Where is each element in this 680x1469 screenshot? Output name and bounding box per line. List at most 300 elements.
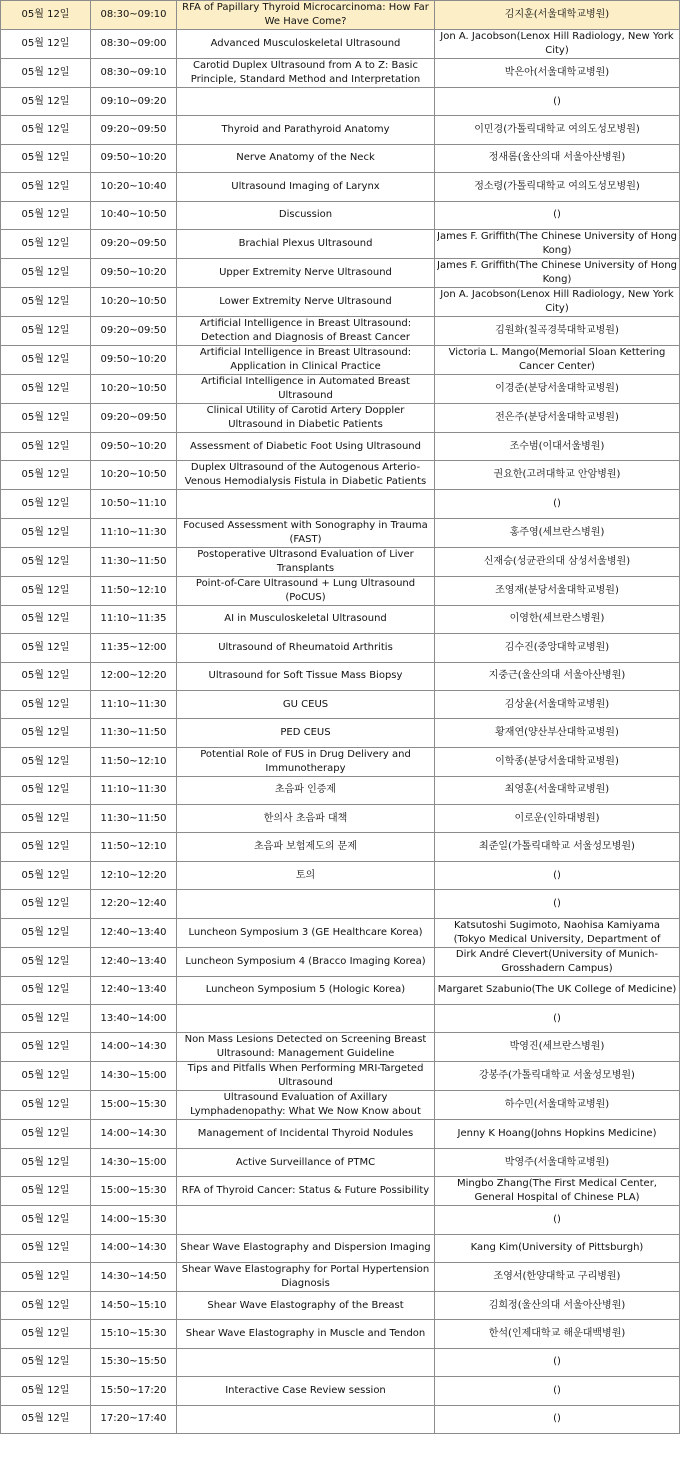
- session-speaker: 홍주영(세브란스병원): [509, 526, 605, 538]
- session-title: Management of Incidental Thyroid Nodules: [197, 1128, 414, 1140]
- session-time-cell: [91, 1062, 177, 1091]
- session-title-cell: [177, 490, 435, 518]
- session-date-cell: [1, 1206, 91, 1234]
- session-date: 05월 12일: [21, 1270, 70, 1282]
- session-time-cell: [91, 890, 177, 918]
- session-date-cell: [1, 805, 91, 833]
- session-title: Shear Wave Elastography for Portal Hypertension Diagnosis: [181, 1263, 430, 1289]
- session-title: Discussion: [278, 209, 333, 221]
- session-time: 08:30~09:10: [100, 9, 167, 20]
- session-title-cell: [177, 1291, 435, 1319]
- session-date-cell: [1, 1120, 91, 1148]
- session-title-cell: [177, 201, 435, 229]
- session-time-cell: [91, 1262, 177, 1291]
- table-row: [1, 490, 680, 518]
- session-time: 12:40~13:40: [100, 926, 167, 938]
- table-row: [1, 173, 680, 201]
- session-title: Upper Extremity Nerve Ultrasound: [219, 266, 392, 278]
- session-speaker-cell: [435, 1377, 680, 1405]
- session-title-cell: [177, 1148, 435, 1176]
- table-row: [1, 747, 680, 776]
- session-speaker: 신재승(성균관의대 삼성서울병원): [483, 555, 631, 567]
- session-title-cell: [177, 1033, 435, 1062]
- session-date: 05월 12일: [21, 1213, 70, 1225]
- session-title: Artificial Intelligence in Breast Ultrasound: Application in Clinical Practice: [199, 346, 412, 372]
- session-speaker: 정새롬(울산의대 서울아산병원): [488, 152, 626, 164]
- session-speaker-cell: [435, 1091, 680, 1120]
- session-date-cell: [1, 747, 91, 776]
- session-speaker-cell: [435, 144, 680, 172]
- session-title: Shear Wave Elastography and Dispersion Imaging: [180, 1242, 431, 1254]
- session-speaker-cell: [435, 947, 680, 976]
- session-date-cell: [1, 833, 91, 861]
- session-date: 05월 12일: [21, 984, 70, 996]
- session-date: 05월 12일: [21, 1299, 70, 1311]
- session-time-cell: [91, 1206, 177, 1234]
- session-title: Non Mass Lesions Detected on Screening Breast Ultrasound: Management Guideline: [184, 1034, 427, 1060]
- table-row: [1, 1291, 680, 1319]
- session-speaker-cell: [435, 518, 680, 547]
- table-row: [1, 776, 680, 804]
- session-speaker: (): [553, 1213, 561, 1225]
- session-time-cell: [91, 1377, 177, 1405]
- session-date-cell: [1, 776, 91, 804]
- session-date-cell: [1, 1262, 91, 1291]
- session-speaker: 박은아(서울대학교병원): [504, 67, 610, 78]
- session-speaker-cell: [435, 605, 680, 633]
- session-date-cell: [1, 547, 91, 576]
- session-speaker-cell: [435, 634, 680, 662]
- session-title-cell: [177, 605, 435, 633]
- session-date: 05월 12일: [21, 1328, 70, 1340]
- session-time-cell: [91, 518, 177, 547]
- session-date: 05월 12일: [21, 38, 70, 49]
- table-row: [1, 1148, 680, 1176]
- session-date: 05월 12일: [21, 955, 70, 967]
- session-title-cell: [177, 173, 435, 201]
- session-date-cell: [1, 201, 91, 229]
- session-time: 12:40~13:40: [100, 955, 167, 967]
- session-title: 초음파 인증제: [274, 784, 337, 796]
- session-date-cell: [1, 1062, 91, 1091]
- session-time-cell: [91, 833, 177, 861]
- table-row: [1, 1405, 680, 1433]
- session-date-cell: [1, 1405, 91, 1433]
- session-time: 09:20~09:50: [100, 324, 167, 336]
- table-row: [1, 890, 680, 918]
- table-row: [1, 833, 680, 861]
- session-speaker-cell: [435, 719, 680, 747]
- session-title: Interactive Case Review session: [225, 1384, 386, 1396]
- session-time-cell: [91, 719, 177, 747]
- session-time-cell: [91, 1091, 177, 1120]
- session-time-cell: [91, 1, 177, 30]
- session-speaker: 조영재(분당서울대학교병원): [495, 584, 619, 596]
- session-time-cell: [91, 173, 177, 201]
- session-time: 14:30~14:50: [100, 1270, 167, 1282]
- session-time: 11:35~12:00: [100, 641, 167, 653]
- session-speaker-cell: [435, 833, 680, 861]
- session-speaker-cell: [435, 1348, 680, 1376]
- session-time-cell: [91, 1148, 177, 1176]
- session-date: 05월 12일: [21, 784, 70, 796]
- session-time: 08:30~09:00: [100, 38, 167, 49]
- session-date: 05월 12일: [21, 1041, 70, 1053]
- session-date-cell: [1, 490, 91, 518]
- session-time-cell: [91, 88, 177, 116]
- session-date: 05월 12일: [21, 670, 70, 682]
- session-time: 10:20~10:50: [100, 295, 167, 307]
- session-time-cell: [91, 345, 177, 374]
- table-row: [1, 690, 680, 718]
- session-time: 15:00~15:30: [100, 1185, 167, 1197]
- session-speaker-cell: [435, 1206, 680, 1234]
- session-time: 14:00~14:30: [100, 1041, 167, 1053]
- session-speaker-cell: [435, 976, 680, 1004]
- session-speaker-cell: [435, 1405, 680, 1433]
- session-title: Tips and Pitfalls When Performing MRI-Targeted Ultrasound: [187, 1063, 424, 1089]
- session-date: 05월 12일: [21, 869, 70, 881]
- session-title-cell: [177, 1177, 435, 1206]
- table-row: [1, 116, 680, 144]
- session-title: Brachial Plexus Ultrasound: [238, 237, 373, 249]
- session-title-cell: [177, 316, 435, 345]
- session-time: 11:10~11:30: [100, 526, 167, 538]
- session-date: 05월 12일: [21, 726, 70, 738]
- session-title: 한의사 초음파 대책: [263, 812, 348, 824]
- session-time-cell: [91, 30, 177, 59]
- table-row: [1, 1, 680, 30]
- session-title: Clinical Utility of Carotid Artery Doppler Ultrasound in Diabetic Patients: [206, 404, 405, 430]
- session-title-cell: [177, 805, 435, 833]
- session-speaker: (): [553, 1012, 561, 1024]
- session-title-cell: [177, 890, 435, 918]
- session-time: 10:20~10:50: [100, 382, 167, 394]
- table-row: [1, 30, 680, 59]
- session-time-cell: [91, 861, 177, 889]
- session-time-cell: [91, 918, 177, 947]
- session-date-cell: [1, 173, 91, 201]
- session-speaker: 김수진(중앙대학교병원): [504, 641, 610, 653]
- session-date-cell: [1, 1148, 91, 1176]
- session-speaker-cell: [435, 1234, 680, 1262]
- table-row: [1, 1377, 680, 1405]
- session-time: 09:50~10:20: [100, 266, 167, 278]
- session-title: Carotid Duplex Ultrasound from A to Z: Basic Principle, Standard Method and Interpretation: [190, 60, 421, 85]
- table-row: [1, 976, 680, 1004]
- session-speaker-cell: [435, 461, 680, 490]
- session-time-cell: [91, 1120, 177, 1148]
- session-speaker-cell: [435, 890, 680, 918]
- session-date: 05월 12일: [21, 180, 70, 192]
- session-date-cell: [1, 890, 91, 918]
- session-date: 05월 12일: [21, 1099, 70, 1111]
- table-row: [1, 432, 680, 460]
- session-time: 14:00~14:30: [100, 1242, 167, 1254]
- session-time-cell: [91, 403, 177, 432]
- session-speaker: 박영진(세브란스병원): [509, 1041, 605, 1053]
- session-speaker-cell: [435, 776, 680, 804]
- session-speaker: 이영한(세브란스병원): [509, 613, 605, 625]
- session-time: 14:30~15:00: [100, 1070, 167, 1082]
- session-speaker: Kang Kim(University of Pittsburgh): [470, 1242, 644, 1254]
- session-title-cell: [177, 1206, 435, 1234]
- session-speaker: (): [553, 209, 561, 221]
- session-speaker: Mingbo Zhang(The First Medical Center, General Hospital of Chinese PLA): [457, 1178, 657, 1204]
- session-date: 05월 12일: [21, 295, 70, 307]
- session-title: Ultrasound Imaging of Larynx: [231, 180, 380, 192]
- session-title-cell: [177, 918, 435, 947]
- session-title: Assessment of Diabetic Foot Using Ultrasound: [190, 440, 421, 452]
- session-title-cell: [177, 88, 435, 116]
- session-speaker: (): [553, 1356, 561, 1368]
- session-time: 09:20~09:50: [100, 124, 167, 136]
- session-time-cell: [91, 605, 177, 633]
- session-title-cell: [177, 461, 435, 490]
- session-date: 05월 12일: [21, 1070, 70, 1082]
- session-date: 05월 12일: [21, 812, 70, 824]
- session-speaker-cell: [435, 258, 680, 287]
- session-date-cell: [1, 30, 91, 59]
- session-title-cell: [177, 547, 435, 576]
- session-speaker: Margaret Szabunio(The UK College of Medicine): [437, 984, 677, 996]
- session-title-cell: [177, 59, 435, 88]
- session-speaker: 박영주(서울대학교병원): [504, 1156, 610, 1168]
- table-row: [1, 805, 680, 833]
- session-speaker-cell: [435, 1262, 680, 1291]
- session-date-cell: [1, 316, 91, 345]
- session-time: 09:20~09:50: [100, 237, 167, 249]
- session-date-cell: [1, 947, 91, 976]
- session-time-cell: [91, 144, 177, 172]
- session-time-cell: [91, 947, 177, 976]
- session-speaker-cell: [435, 1062, 680, 1091]
- table-row: [1, 1177, 680, 1206]
- session-time: 11:50~12:10: [100, 841, 167, 853]
- session-title-cell: [177, 1262, 435, 1291]
- session-time: 15:10~15:30: [100, 1328, 167, 1340]
- table-row: [1, 662, 680, 690]
- session-date-cell: [1, 1091, 91, 1120]
- session-speaker: 이경준(분당서울대학교병원): [495, 382, 619, 394]
- session-title: Thyroid and Parathyroid Anatomy: [221, 124, 390, 136]
- session-time-cell: [91, 1177, 177, 1206]
- session-title-cell: [177, 1062, 435, 1091]
- session-date-cell: [1, 1320, 91, 1348]
- schedule-body: [1, 1, 680, 1434]
- session-title-cell: [177, 258, 435, 287]
- session-time-cell: [91, 461, 177, 490]
- session-title-cell: [177, 1120, 435, 1148]
- session-title: Duplex Ultrasound of the Autogenous Arterio-Venous Hemodialysis Fistula in Diabetic Patients: [184, 462, 427, 488]
- session-title-cell: [177, 1320, 435, 1348]
- session-speaker: (): [553, 498, 561, 510]
- session-date: 05월 12일: [21, 613, 70, 625]
- session-date-cell: [1, 976, 91, 1004]
- session-date: 05월 12일: [21, 526, 70, 538]
- session-time: 12:20~12:40: [100, 897, 167, 909]
- table-row: [1, 1091, 680, 1120]
- session-date-cell: [1, 690, 91, 718]
- session-speaker-cell: [435, 1033, 680, 1062]
- session-time: 10:20~10:40: [100, 180, 167, 192]
- session-date-cell: [1, 518, 91, 547]
- session-speaker: 한석(인제대학교 해운대백병원): [488, 1328, 626, 1340]
- session-time: 14:00~15:30: [100, 1213, 167, 1225]
- session-time: 17:20~17:40: [100, 1413, 167, 1425]
- session-time-cell: [91, 805, 177, 833]
- session-title: Active Surveillance of PTMC: [235, 1156, 376, 1168]
- session-time-cell: [91, 1234, 177, 1262]
- session-title-cell: [177, 229, 435, 258]
- session-time-cell: [91, 316, 177, 345]
- session-speaker-cell: [435, 490, 680, 518]
- session-title: AI in Musculoskeletal Ultrasound: [224, 613, 387, 625]
- session-time: 09:10~09:20: [100, 95, 167, 107]
- session-title-cell: [177, 634, 435, 662]
- session-date-cell: [1, 634, 91, 662]
- session-title-cell: [177, 662, 435, 690]
- table-row: [1, 258, 680, 287]
- session-time-cell: [91, 1291, 177, 1319]
- session-time-cell: [91, 59, 177, 88]
- session-time-cell: [91, 229, 177, 258]
- session-speaker-cell: [435, 805, 680, 833]
- session-time-cell: [91, 1005, 177, 1033]
- session-title-cell: [177, 690, 435, 718]
- session-time-cell: [91, 747, 177, 776]
- session-title: RFA of Thyroid Cancer: Status & Future Possibility: [181, 1185, 430, 1197]
- session-title-cell: [177, 576, 435, 605]
- table-row: [1, 1262, 680, 1291]
- session-speaker-cell: [435, 1005, 680, 1033]
- session-title: Shear Wave Elastography in Muscle and Tendon: [185, 1328, 426, 1340]
- session-title: Shear Wave Elastography of the Breast: [207, 1299, 404, 1311]
- session-title-cell: [177, 1377, 435, 1405]
- session-time: 13:40~14:00: [100, 1012, 167, 1024]
- session-title-cell: [177, 1005, 435, 1033]
- session-speaker-cell: [435, 662, 680, 690]
- session-date-cell: [1, 461, 91, 490]
- session-title: Ultrasound for Soft Tissue Mass Biopsy: [208, 670, 403, 682]
- session-title-cell: [177, 345, 435, 374]
- session-speaker: 지중근(울산의대 서울아산병원): [488, 670, 626, 682]
- session-date-cell: [1, 258, 91, 287]
- session-title-cell: [177, 719, 435, 747]
- session-time: 12:40~13:40: [100, 984, 167, 996]
- session-speaker-cell: [435, 861, 680, 889]
- session-speaker: (): [553, 95, 561, 107]
- table-row: [1, 1120, 680, 1148]
- session-speaker-cell: [435, 1, 680, 30]
- session-title: Luncheon Symposium 3 (GE Healthcare Korea): [188, 926, 423, 938]
- table-row: [1, 403, 680, 432]
- session-time-cell: [91, 976, 177, 1004]
- session-date: 05월 12일: [21, 1185, 70, 1197]
- table-row: [1, 861, 680, 889]
- session-time-cell: [91, 432, 177, 460]
- session-title: Advanced Musculoskeletal Ultrasound: [210, 38, 401, 49]
- session-time-cell: [91, 258, 177, 287]
- table-row: [1, 229, 680, 258]
- table-row: [1, 1348, 680, 1376]
- session-speaker: Jenny K Hoang(Johns Hopkins Medicine): [457, 1128, 657, 1140]
- table-row: [1, 634, 680, 662]
- session-time: 14:50~15:10: [100, 1299, 167, 1311]
- session-speaker: 김원화(칠곡경북대학교병원): [495, 324, 619, 336]
- session-date-cell: [1, 88, 91, 116]
- session-speaker: 이로운(인하대병원): [514, 812, 600, 824]
- session-time-cell: [91, 201, 177, 229]
- session-title: Focused Assessment with Sonography in Trauma (FAST): [183, 519, 428, 545]
- session-speaker-cell: [435, 747, 680, 776]
- session-speaker: 강봉주(가톨릭대학교 서울성모병원): [479, 1070, 635, 1082]
- session-speaker: 이학종(분당서울대학교병원): [495, 755, 619, 767]
- session-time: 15:30~15:50: [100, 1356, 167, 1368]
- session-date: 05월 12일: [21, 237, 70, 249]
- session-speaker-cell: [435, 1120, 680, 1148]
- session-date-cell: [1, 918, 91, 947]
- session-speaker: (): [553, 1384, 561, 1396]
- session-speaker-cell: [435, 547, 680, 576]
- session-time: 14:00~14:30: [100, 1128, 167, 1140]
- table-row: [1, 547, 680, 576]
- session-date: 05월 12일: [21, 1356, 70, 1368]
- session-time-cell: [91, 776, 177, 804]
- session-speaker: (): [553, 897, 561, 909]
- session-date-cell: [1, 287, 91, 316]
- session-date-cell: [1, 116, 91, 144]
- session-speaker-cell: [435, 59, 680, 88]
- table-row: [1, 605, 680, 633]
- session-time-cell: [91, 1033, 177, 1062]
- session-title: Nerve Anatomy of the Neck: [236, 152, 375, 164]
- session-time: 15:00~15:30: [100, 1099, 167, 1111]
- session-date: 05월 12일: [21, 698, 70, 710]
- session-speaker: 권요한(고려대학교 안암병원): [493, 469, 621, 481]
- session-date: 05월 12일: [21, 152, 70, 164]
- session-time-cell: [91, 1405, 177, 1433]
- session-time-cell: [91, 490, 177, 518]
- session-date: 05월 12일: [21, 641, 70, 653]
- session-title-cell: [177, 947, 435, 976]
- session-speaker: Katsutoshi Sugimoto, Naohisa Kamiyama (Tokyo Medical University, Department of: [453, 919, 661, 945]
- session-time: 12:00~12:20: [100, 670, 167, 682]
- session-date: 05월 12일: [21, 1128, 70, 1140]
- session-time-cell: [91, 1348, 177, 1376]
- session-title-cell: [177, 403, 435, 432]
- table-row: [1, 59, 680, 88]
- session-title-cell: [177, 976, 435, 1004]
- session-title-cell: [177, 287, 435, 316]
- session-speaker-cell: [435, 287, 680, 316]
- session-date: 05월 12일: [21, 584, 70, 596]
- table-row: [1, 345, 680, 374]
- table-row: [1, 88, 680, 116]
- table-row: [1, 1033, 680, 1062]
- session-date-cell: [1, 1033, 91, 1062]
- session-speaker-cell: [435, 1291, 680, 1319]
- table-row: [1, 1062, 680, 1091]
- session-speaker: 정소령(가톨릭대학교 여의도성모병원): [474, 180, 640, 192]
- session-speaker-cell: [435, 30, 680, 59]
- session-speaker: Dirk André Clevert(University of Munich-Grosshadern Campus): [455, 948, 659, 974]
- session-date: 05월 12일: [21, 1413, 70, 1425]
- session-date-cell: [1, 432, 91, 460]
- session-speaker-cell: [435, 374, 680, 403]
- session-date: 05월 12일: [21, 382, 70, 394]
- session-title-cell: [177, 1091, 435, 1120]
